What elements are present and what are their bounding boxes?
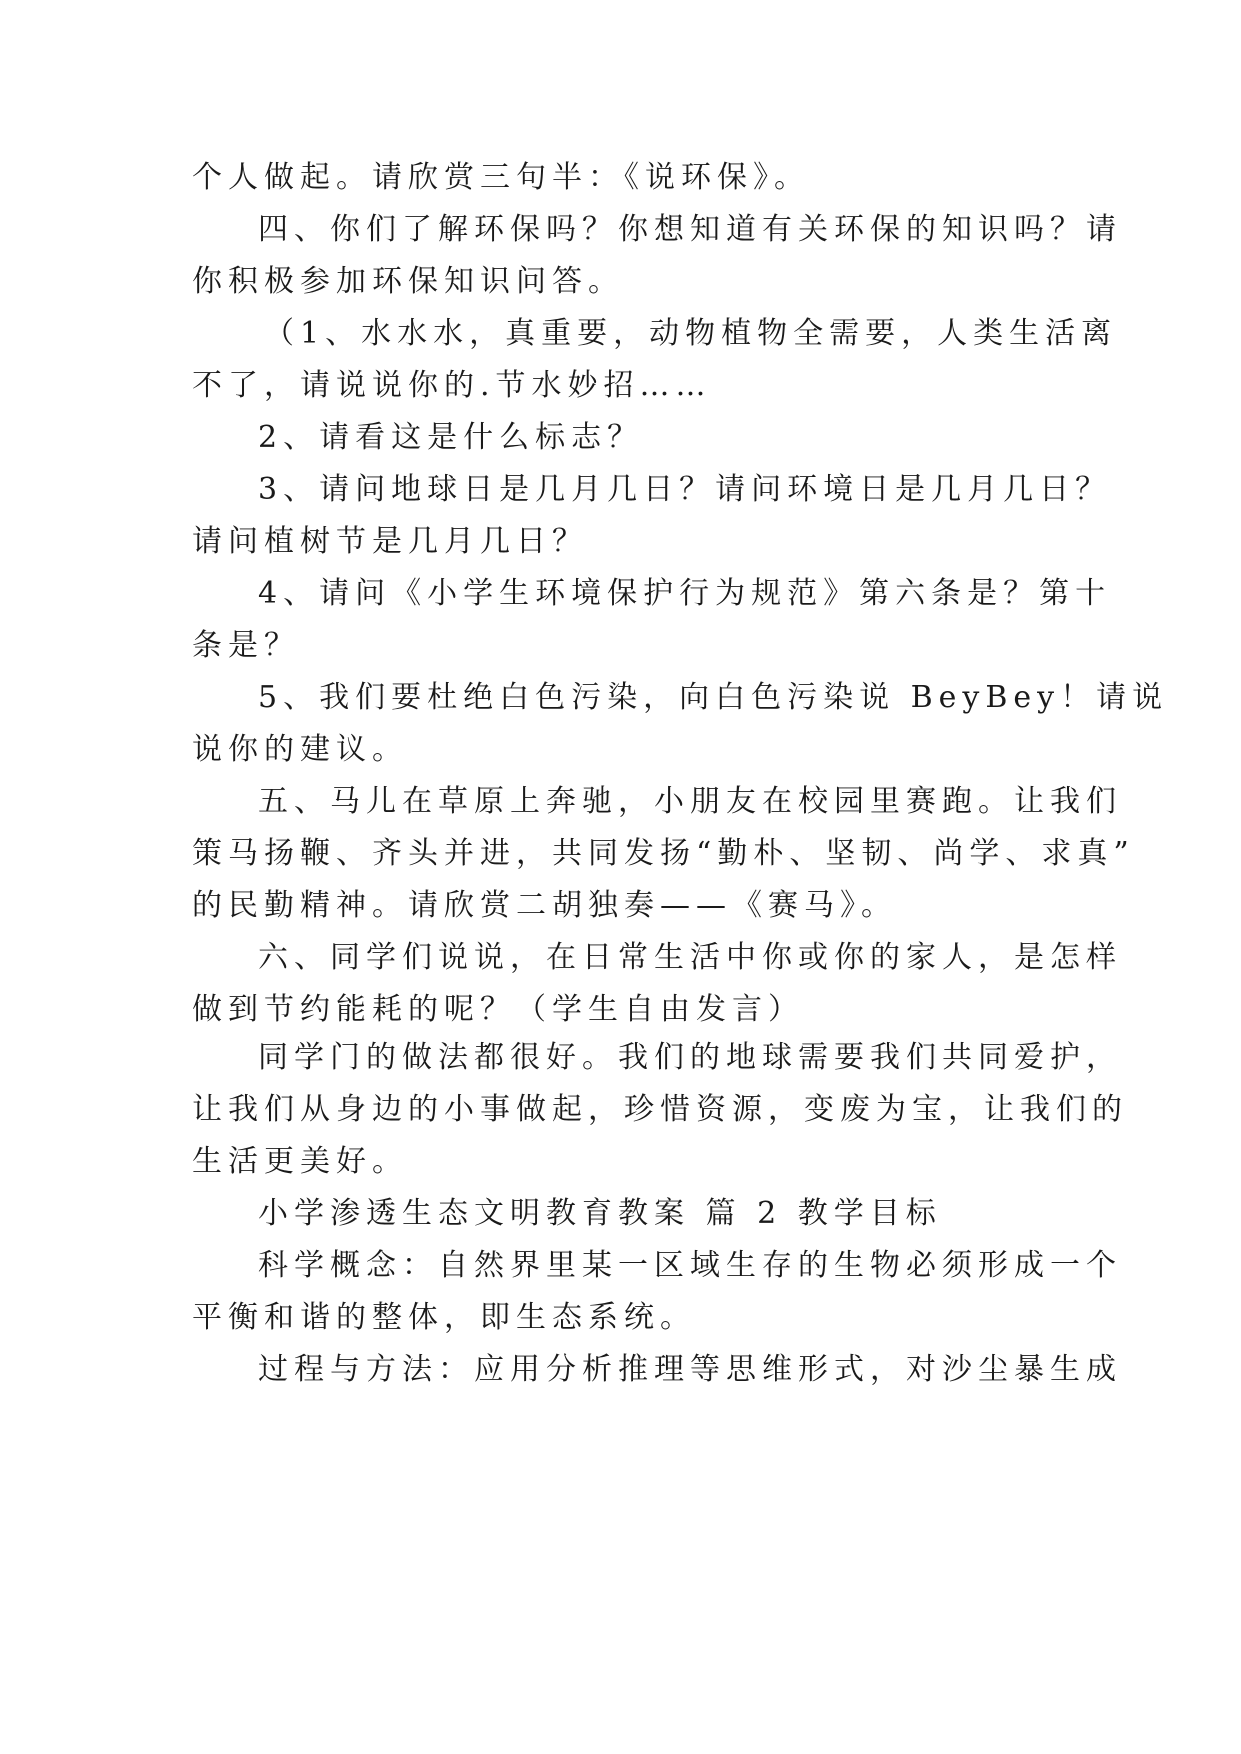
text-line: 的民勤精神。请欣赏二胡独奏——《赛马》。 (192, 888, 897, 923)
text-line: 平衡和谐的整体，即生态系统。 (192, 1300, 696, 1335)
text-line: 不了，请说说你的.节水妙招…… (192, 368, 712, 403)
text-line: 请问植树节是几月几日？ (192, 524, 588, 559)
text-line: 3、请问地球日是几月几日？请问环境日是几月几日？ (258, 472, 1112, 507)
text-line: 说你的建议。 (192, 732, 408, 767)
text-line: 让我们从身边的小事做起，珍惜资源，变废为宝，让我们的 (192, 1092, 1128, 1127)
text-line: 做到节约能耗的呢？（学生自由发言） (192, 992, 804, 1027)
text-line: （1、水水水，真重要，动物植物全需要，人类生活离 (264, 316, 1118, 351)
text-line: 六、同学们说说，在日常生活中你或你的家人，是怎样 (258, 940, 1122, 975)
text-line: 过程与方法：应用分析推理等思维形式，对沙尘暴生成 (258, 1352, 1122, 1387)
text-line: 条是？ (192, 628, 300, 663)
text-line: 5、我们要杜绝白色污染，向白色污染说 BeyBey！请说 (258, 680, 1169, 715)
text-line: 2、请看这是什么标志？ (258, 420, 644, 455)
section-heading: 小学渗透生态文明教育教案 篇 2 教学目标 (258, 1196, 942, 1231)
text-line: 五、马儿在草原上奔驰，小朋友在校园里赛跑。让我们 (258, 784, 1122, 819)
text-line: 策马扬鞭、齐头并进，共同发扬“勤朴、坚韧、尚学、求真” (192, 836, 1135, 871)
text-line: 四、你们了解环保吗？你想知道有关环保的知识吗？请 (258, 212, 1122, 247)
text-line: 科学概念：自然界里某一区域生存的生物必须形成一个 (258, 1248, 1122, 1283)
text-line: 同学门的做法都很好。我们的地球需要我们共同爱护， (258, 1040, 1122, 1075)
text-line: 你积极参加环保知识问答。 (192, 264, 624, 299)
text-line: 个人做起。请欣赏三句半：《说环保》。 (192, 160, 810, 195)
text-line: 4、请问《小学生环境保护行为规范》第六条是？第十 (258, 576, 1112, 611)
text-line: 生活更美好。 (192, 1144, 408, 1179)
